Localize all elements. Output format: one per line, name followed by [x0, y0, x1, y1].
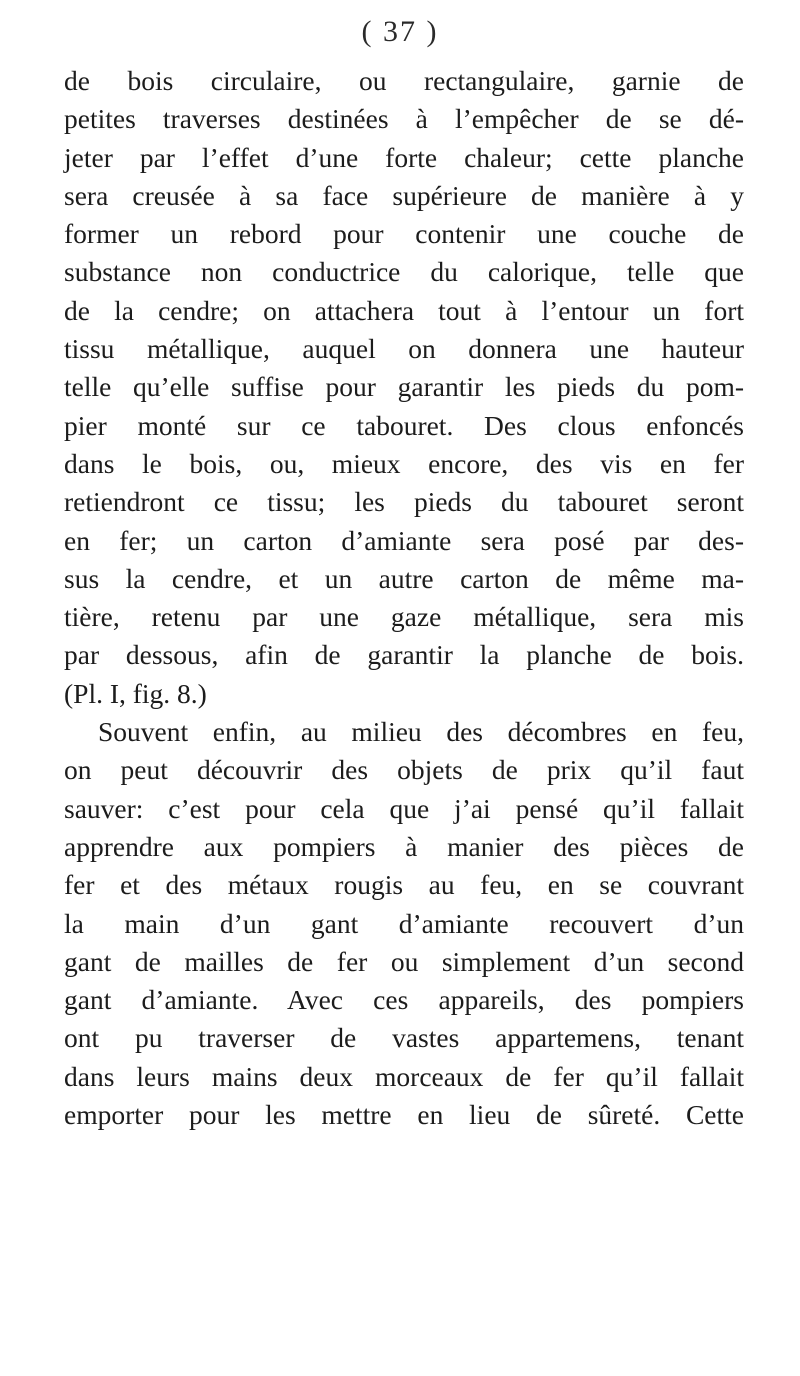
- text-line: substance non conductrice du calorique, telle que: [64, 256, 744, 288]
- text-line: dans le bois, ou, mieux encore, des vis en fer: [64, 447, 744, 479]
- text-line: sera creusée à sa face supérieure de manière à y: [64, 179, 744, 211]
- text-line: jeter par l’effet d’une forte chaleur; cette planche: [64, 141, 744, 173]
- text-line: de la cendre; on attachera tout à l’entour un fort: [64, 294, 744, 326]
- page-number: ( 37 ): [361, 15, 439, 48]
- paragraph-start-line: Souvent enfin, au milieu des décombres en feu,: [98, 716, 744, 748]
- text-line: pier monté sur ce tabouret. Des clous enfoncés: [64, 409, 744, 441]
- text-line: former un rebord pour contenir une couche de: [64, 218, 744, 250]
- body-text: [64, 62, 744, 1134]
- text-line: dans leurs mains deux morceaux de fer qu’il fallait: [64, 1060, 744, 1092]
- text-line: (Pl. I, fig. 8.): [64, 677, 207, 709]
- text-line: gant de mailles de fer ou simplement d’un second: [64, 945, 744, 977]
- text-line: on peut découvrir des objets de prix qu’il faut: [64, 754, 744, 786]
- text-line: en fer; un carton d’amiante sera posé par des-: [64, 524, 744, 556]
- text-line: tière, retenu par une gaze métallique, sera mis: [64, 601, 744, 633]
- text-line: tissu métallique, auquel on donnera une hauteur: [64, 333, 744, 365]
- text-line: gant d’amiante. Avec ces appareils, des pompiers: [64, 984, 744, 1016]
- text-line: fer et des métaux rougis au feu, en se couvrant: [64, 869, 744, 901]
- text-line: ont pu traverser de vastes appartemens, tenant: [64, 1022, 744, 1054]
- text-line: la main d’un gant d’amiante recouvert d’un: [64, 907, 744, 939]
- text-line: par dessous, afin de garantir la planche de bois.: [64, 639, 744, 671]
- text-line: petites traverses destinées à l’empêcher de se dé-: [64, 103, 744, 135]
- text-line: de bois circulaire, ou rectangulaire, garnie de: [64, 65, 744, 96]
- text-line: retiendront ce tissu; les pieds du tabouret seront: [64, 486, 744, 518]
- text-line: apprendre aux pompiers à manier des pièces de: [64, 830, 744, 862]
- text-line: sauver: c’est pour cela que j’ai pensé qu’il fallait: [64, 792, 744, 824]
- text-line: telle qu’elle suffise pour garantir les pieds du pom-: [64, 371, 744, 403]
- text-line: sus la cendre, et un autre carton de même ma-: [64, 562, 744, 594]
- text-line: emporter pour les mettre en lieu de sûreté. Cette: [64, 1099, 744, 1131]
